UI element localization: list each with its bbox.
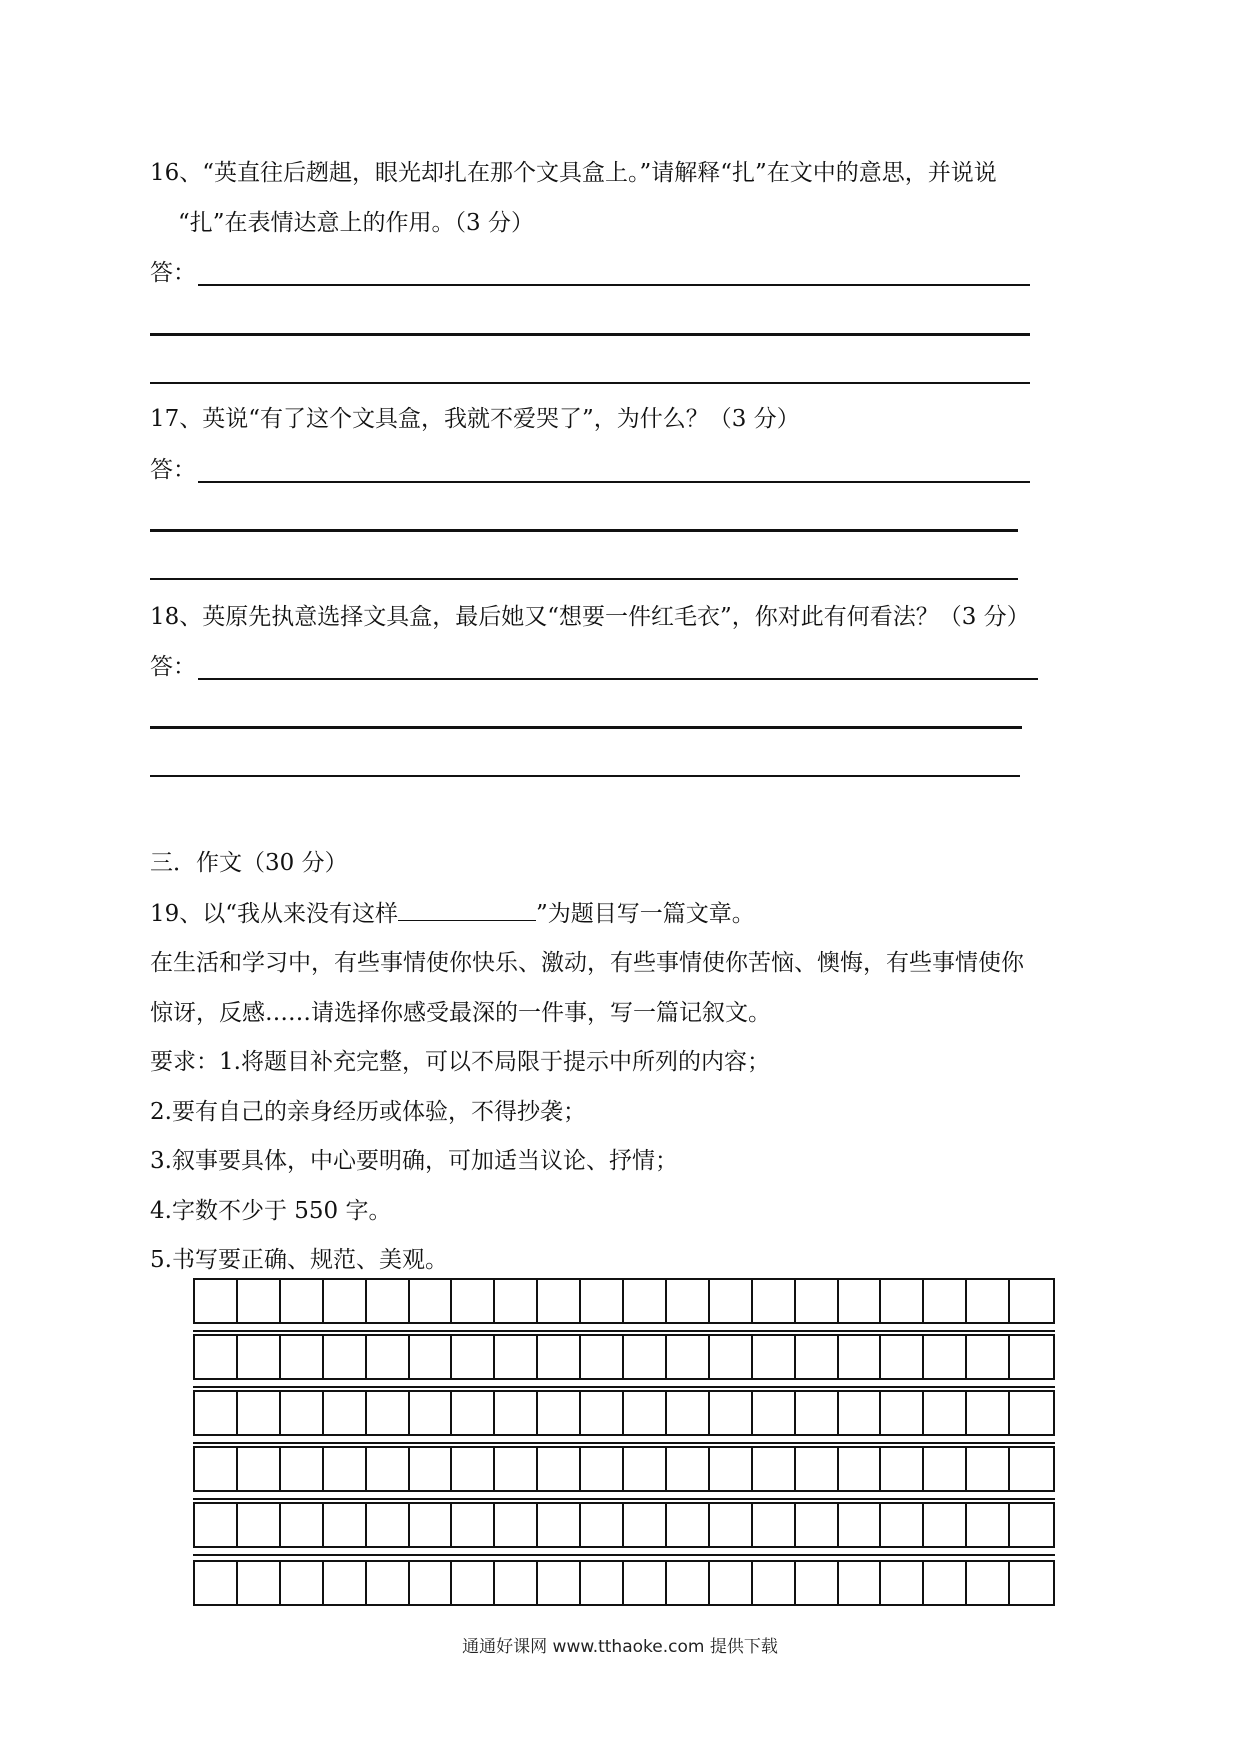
grid-cell[interactable]	[839, 1504, 882, 1546]
grid-cell[interactable]	[281, 1562, 324, 1604]
grid-cell[interactable]	[924, 1562, 967, 1604]
q18-answer-line-1[interactable]	[198, 678, 1038, 680]
q16-answer-label: 答：	[150, 260, 196, 286]
grid-cell[interactable]	[195, 1336, 238, 1378]
grid-cell[interactable]	[538, 1336, 581, 1378]
grid-cell[interactable]	[538, 1280, 581, 1322]
grid-cell[interactable]	[538, 1448, 581, 1490]
grid-cell[interactable]	[710, 1336, 753, 1378]
requirement-5: 5.书写要正确、规范、美观。	[150, 1247, 448, 1273]
grid-cell[interactable]	[410, 1336, 453, 1378]
grid-cell[interactable]	[796, 1392, 839, 1434]
grid-cell[interactable]	[624, 1280, 667, 1322]
grid-cell[interactable]	[624, 1392, 667, 1434]
grid-cell[interactable]	[238, 1448, 281, 1490]
grid-cell[interactable]	[881, 1280, 924, 1322]
grid-cell[interactable]	[281, 1336, 324, 1378]
grid-cell[interactable]	[753, 1562, 796, 1604]
grid-cell[interactable]	[281, 1448, 324, 1490]
grid-divider	[193, 1330, 1055, 1332]
q18-line1: 18、英原先执意选择文具盒，最后她又“想要一件红毛衣”，你对此有何看法？（3 分）	[150, 604, 1030, 630]
grid-row[interactable]	[193, 1278, 1055, 1324]
q18-answer-label: 答：	[150, 654, 196, 680]
grid-cell[interactable]	[924, 1336, 967, 1378]
requirement-2: 2.要有自己的亲身经历或体验，不得抄袭；	[150, 1099, 586, 1125]
grid-cell[interactable]	[495, 1280, 538, 1322]
grid-cell[interactable]	[753, 1336, 796, 1378]
grid-cell[interactable]	[839, 1448, 882, 1490]
section3-heading: 三．作文（30 分）	[150, 850, 348, 876]
grid-cell[interactable]	[367, 1448, 410, 1490]
grid-cell[interactable]	[667, 1504, 710, 1546]
grid-cell[interactable]	[581, 1280, 624, 1322]
q17-answer-label: 答：	[150, 457, 196, 483]
q19-prefix: 19、以“我从来没有这样	[150, 901, 399, 927]
grid-cell[interactable]	[753, 1392, 796, 1434]
grid-cell[interactable]	[495, 1392, 538, 1434]
grid-cell[interactable]	[881, 1336, 924, 1378]
grid-cell[interactable]	[710, 1562, 753, 1604]
grid-cell[interactable]	[238, 1504, 281, 1546]
grid-cell[interactable]	[238, 1392, 281, 1434]
grid-cell[interactable]	[367, 1336, 410, 1378]
grid-cell[interactable]	[881, 1448, 924, 1490]
grid-cell[interactable]	[410, 1562, 453, 1604]
grid-cell[interactable]	[324, 1562, 367, 1604]
grid-divider	[193, 1386, 1055, 1388]
grid-cell[interactable]	[667, 1562, 710, 1604]
grid-cell[interactable]	[410, 1504, 453, 1546]
grid-cell[interactable]	[624, 1448, 667, 1490]
q18-answer-line-3[interactable]	[150, 775, 1020, 777]
grid-cell[interactable]	[495, 1336, 538, 1378]
grid-cell[interactable]	[1010, 1562, 1053, 1604]
grid-cell[interactable]	[367, 1504, 410, 1546]
grid-cell[interactable]	[581, 1562, 624, 1604]
grid-cell[interactable]	[538, 1562, 581, 1604]
grid-cell[interactable]	[796, 1336, 839, 1378]
grid-cell[interactable]	[324, 1448, 367, 1490]
grid-cell[interactable]	[667, 1448, 710, 1490]
q16-answer-line-3[interactable]	[150, 382, 1030, 384]
q19-title-line	[150, 898, 755, 929]
grid-cell[interactable]	[667, 1280, 710, 1322]
grid-cell[interactable]	[238, 1280, 281, 1322]
grid-cell[interactable]	[881, 1504, 924, 1546]
grid-cell[interactable]	[452, 1280, 495, 1322]
grid-cell[interactable]	[667, 1392, 710, 1434]
grid-cell[interactable]	[452, 1392, 495, 1434]
q19-suffix: ”为题目写一篇文章。	[536, 901, 755, 927]
grid-cell[interactable]	[796, 1280, 839, 1322]
grid-cell[interactable]	[367, 1280, 410, 1322]
grid-cell[interactable]	[324, 1336, 367, 1378]
grid-cell[interactable]	[1010, 1392, 1053, 1434]
grid-cell[interactable]	[238, 1336, 281, 1378]
grid-cell[interactable]	[710, 1280, 753, 1322]
grid-cell[interactable]	[495, 1504, 538, 1546]
grid-cell[interactable]	[839, 1336, 882, 1378]
grid-cell[interactable]	[881, 1562, 924, 1604]
grid-cell[interactable]	[1010, 1448, 1053, 1490]
grid-cell[interactable]	[495, 1448, 538, 1490]
requirement-1: 要求：1.将题目补充完整，可以不局限于提示中所列的内容；	[150, 1049, 770, 1075]
grid-cell[interactable]	[796, 1504, 839, 1546]
grid-cell[interactable]	[281, 1280, 324, 1322]
grid-cell[interactable]	[195, 1392, 238, 1434]
grid-cell[interactable]	[967, 1504, 1010, 1546]
grid-cell[interactable]	[410, 1280, 453, 1322]
grid-cell[interactable]	[410, 1392, 453, 1434]
grid-cell[interactable]	[967, 1562, 1010, 1604]
grid-cell[interactable]	[839, 1562, 882, 1604]
grid-divider	[193, 1554, 1055, 1556]
grid-cell[interactable]	[495, 1562, 538, 1604]
grid-cell[interactable]	[324, 1392, 367, 1434]
grid-row[interactable]	[193, 1390, 1055, 1436]
grid-cell[interactable]	[710, 1504, 753, 1546]
grid-divider	[193, 1442, 1055, 1444]
q16-answer-line-2[interactable]	[150, 333, 1030, 336]
q16-answer-line-1[interactable]	[198, 284, 1030, 286]
q16-line1: 16、“英直往后趔趄，眼光却扎在那个文具盒上。”请解释“扎”在文中的意思，并说说	[150, 160, 997, 186]
grid-cell[interactable]	[195, 1280, 238, 1322]
grid-cell[interactable]	[452, 1562, 495, 1604]
grid-cell[interactable]	[924, 1280, 967, 1322]
grid-cell[interactable]	[538, 1392, 581, 1434]
grid-cell[interactable]	[624, 1562, 667, 1604]
grid-cell[interactable]	[624, 1504, 667, 1546]
grid-cell[interactable]	[924, 1448, 967, 1490]
grid-cell[interactable]	[881, 1392, 924, 1434]
page-footer: 通通好课网 www.tthaoke.com 提供下载	[462, 1637, 778, 1657]
grid-cell[interactable]	[195, 1448, 238, 1490]
grid-cell[interactable]	[1010, 1504, 1053, 1546]
grid-cell[interactable]	[324, 1280, 367, 1322]
q19-title-blank[interactable]	[398, 898, 536, 921]
grid-row[interactable]	[193, 1502, 1055, 1548]
grid-cell[interactable]	[839, 1392, 882, 1434]
grid-row[interactable]	[193, 1560, 1055, 1606]
grid-cell[interactable]	[924, 1504, 967, 1546]
grid-cell[interactable]	[452, 1336, 495, 1378]
q17-line1: 17、英说“有了这个文具盒，我就不爱哭了”，为什么？（3 分）	[150, 406, 800, 432]
grid-cell[interactable]	[710, 1392, 753, 1434]
grid-cell[interactable]	[924, 1392, 967, 1434]
grid-cell[interactable]	[538, 1504, 581, 1546]
grid-cell[interactable]	[710, 1448, 753, 1490]
grid-cell[interactable]	[452, 1504, 495, 1546]
q17-answer-line-2[interactable]	[150, 529, 1018, 532]
q17-answer-line-3[interactable]	[150, 578, 1018, 580]
grid-cell[interactable]	[367, 1562, 410, 1604]
grid-cell[interactable]	[667, 1336, 710, 1378]
requirement-4: 4.字数不少于 550 字。	[150, 1198, 392, 1224]
grid-cell[interactable]	[753, 1504, 796, 1546]
grid-cell[interactable]	[581, 1448, 624, 1490]
grid-cell[interactable]	[238, 1562, 281, 1604]
grid-cell[interactable]	[452, 1448, 495, 1490]
grid-cell[interactable]	[1010, 1336, 1053, 1378]
grid-cell[interactable]	[839, 1280, 882, 1322]
grid-cell[interactable]	[967, 1448, 1010, 1490]
grid-cell[interactable]	[967, 1392, 1010, 1434]
grid-row[interactable]	[193, 1446, 1055, 1492]
grid-cell[interactable]	[967, 1280, 1010, 1322]
grid-cell[interactable]	[967, 1336, 1010, 1378]
q18-answer-line-2[interactable]	[150, 726, 1022, 729]
grid-cell[interactable]	[624, 1336, 667, 1378]
requirement-3: 3.叙事要具体，中心要明确，可加适当议论、抒情；	[150, 1148, 678, 1174]
grid-cell[interactable]	[753, 1448, 796, 1490]
prompt-line2: 惊讶，反感……请选择你感受最深的一件事，写一篇记叙文。	[150, 1000, 771, 1026]
grid-row[interactable]	[193, 1334, 1055, 1380]
prompt-line1: 在生活和学习中，有些事情使你快乐、激动，有些事情使你苦恼、懊悔，有些事情使你	[150, 950, 1024, 976]
grid-cell[interactable]	[367, 1392, 410, 1434]
grid-cell[interactable]	[581, 1336, 624, 1378]
grid-cell[interactable]	[410, 1448, 453, 1490]
grid-cell[interactable]	[195, 1562, 238, 1604]
grid-divider	[193, 1498, 1055, 1500]
grid-cell[interactable]	[581, 1392, 624, 1434]
q16-line2: “扎”在表情达意上的作用。（3 分）	[178, 210, 534, 236]
grid-cell[interactable]	[281, 1392, 324, 1434]
grid-cell[interactable]	[796, 1562, 839, 1604]
grid-cell[interactable]	[195, 1504, 238, 1546]
grid-cell[interactable]	[796, 1448, 839, 1490]
composition-grid[interactable]	[193, 1278, 1055, 1612]
grid-cell[interactable]	[1010, 1280, 1053, 1322]
q17-answer-line-1[interactable]	[198, 481, 1030, 483]
grid-cell[interactable]	[324, 1504, 367, 1546]
grid-cell[interactable]	[581, 1504, 624, 1546]
grid-cell[interactable]	[281, 1504, 324, 1546]
grid-cell[interactable]	[753, 1280, 796, 1322]
